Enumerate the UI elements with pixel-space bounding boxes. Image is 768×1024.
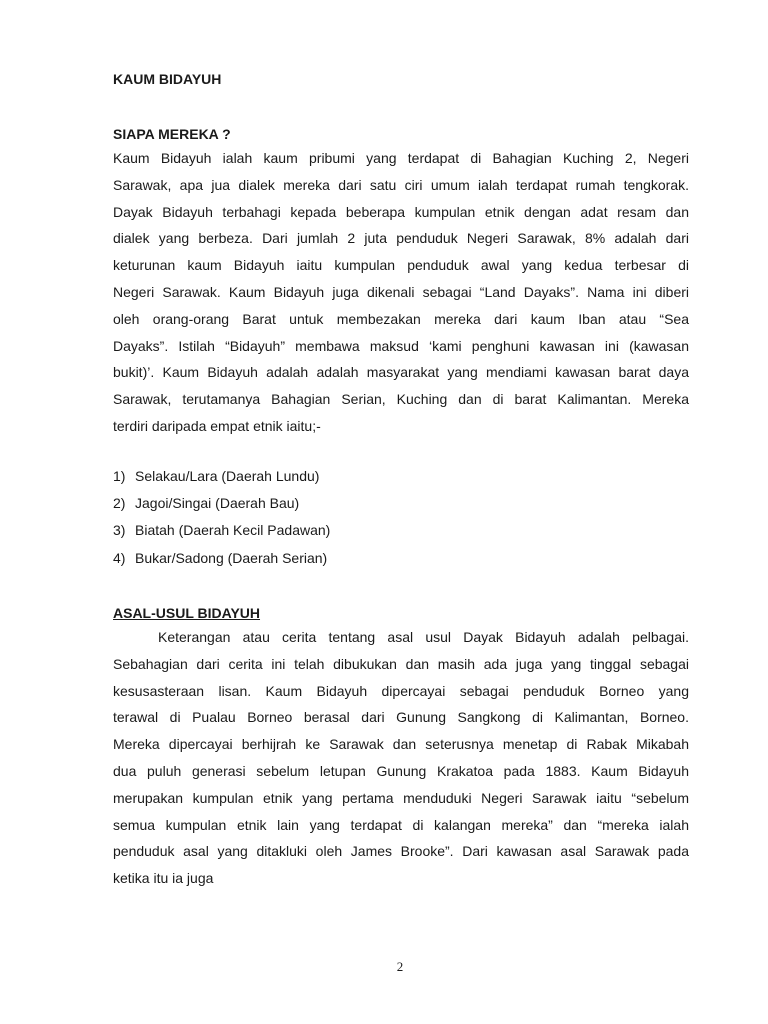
list-item-number: 4) [113,549,126,566]
paragraph-line: Keterangan atau cerita tentang asal usul Dayak Bidayuh adalah pelbagai. [158,628,689,645]
list-item [113,463,689,490]
paragraph-line: dialek yang berbeza. Dari jumlah 2 juta penduduk Negeri Sarawak, 8% adalah dari [113,230,689,247]
list-item-number: 3) [113,522,126,539]
section-heading-asal-usul: ASAL-USUL BIDAYUH [113,604,261,621]
list-item [113,490,689,517]
paragraph-line: Negeri Sarawak. Kaum Bidayuh juga dikenali sebagai “Land Dayaks”. Nama ini diberi [113,283,689,300]
paragraph-line: terdiri daripada empat etnik iaitu;- [113,417,321,434]
paragraph-line: Sarawak, apa jua dialek mereka dari satu ciri umum ialah terdapat rumah tengkorak. [113,176,689,193]
document-body [113,68,689,892]
list-item-number: 2) [113,495,126,512]
page-number: 2 [396,959,404,974]
paragraph-line: Sebahagian dari cerita ini telah dibukukan dan masih ada juga yang tinggal sebagai [113,655,689,672]
paragraph-asal-usul [113,624,689,892]
list-item [113,517,689,544]
list-item-text: Biatah (Daerah Kecil Padawan) [135,522,331,539]
document-title: KAUM BIDAYUH [113,71,222,87]
paragraph-line: oleh orang-orang Barat untuk membezakan mereka dari kaum Iban atau “Sea [113,310,689,327]
paragraph-line: Mereka dipercayai berhijrah ke Sarawak dan seterusnya menetap di Rabak Mikabah [113,736,689,753]
paragraph-line: penduduk asal yang ditakluki oleh James Brooke”. Dari kawasan asal Sarawak pada [113,843,689,860]
list-item-text: Jagoi/Singai (Daerah Bau) [135,495,300,512]
paragraph-line: bukit)’. Kaum Bidayuh adalah adalah masyarakat yang mendiami kawasan barat daya [113,364,689,381]
paragraph-line: Sarawak, terutamanya Bahagian Serian, Kuching dan di barat Kalimantan. Mereka [113,391,689,408]
list-item [113,545,689,572]
paragraph-line: Dayaks”. Istilah “Bidayuh” membawa maksud ‘kami penghuni kawasan ini (kawasan [113,337,689,354]
paragraph-line: keturunan kaum Bidayuh iaitu kumpulan penduduk awal yang kedua terbesar di [113,257,689,274]
paragraph-line: Dayak Bidayuh terbahagi kepada beberapa kumpulan etnik dengan adat resam dan [113,203,689,220]
paragraph-line: semua kumpulan etnik lain yang terdapat di kalangan mereka” dan “mereka ialah [113,816,689,833]
section-heading-siapa-mereka: SIAPA MEREKA ? [113,126,231,142]
paragraph-line: terawal di Pualau Borneo berasal dari Gunung Sangkong di Kalimantan, Borneo. [113,709,689,726]
paragraph-line: ketika itu ia juga [113,870,214,887]
list-item-text: Selakau/Lara (Daerah Lundu) [135,467,320,484]
paragraph-line: kesusasteraan lisan. Kaum Bidayuh dipercayai sebagai penduduk Borneo yang [113,682,689,699]
etnik-list [113,463,689,572]
list-item-number: 1) [113,467,126,484]
list-item-text: Bukar/Sadong (Daerah Serian) [135,549,328,566]
paragraph-line: merupakan kumpulan etnik yang pertama menduduki Negeri Sarawak iaitu “sebelum [113,789,689,806]
paragraph-line: Kaum Bidayuh ialah kaum pribumi yang terdapat di Bahagian Kuching 2, Negeri [113,150,689,166]
paragraph-siapa-mereka [113,145,689,440]
paragraph-line: dua puluh generasi sebelum letupan Gunung Krakatoa pada 1883. Kaum Bidayuh [113,762,689,779]
